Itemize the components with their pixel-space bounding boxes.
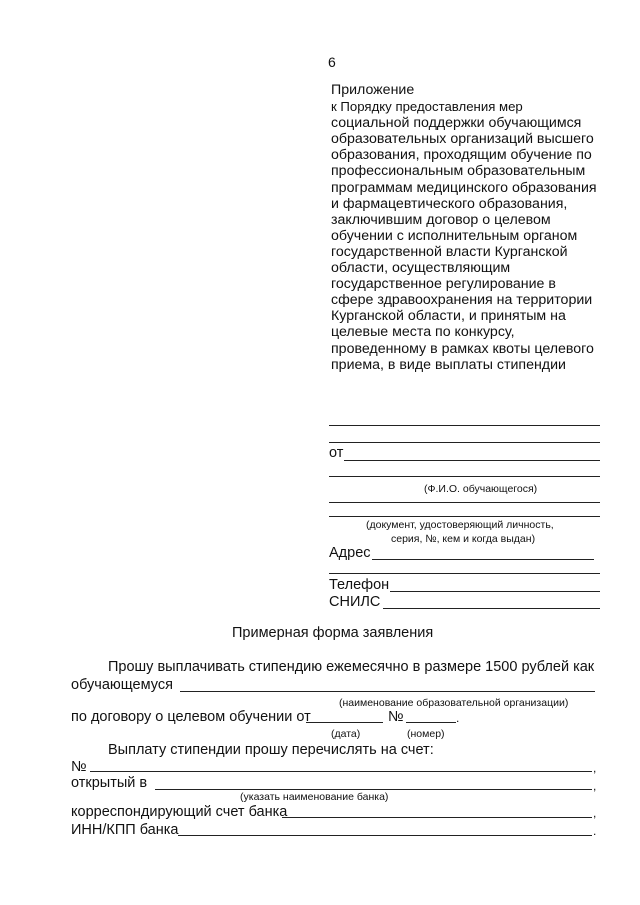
appendix-line: образования, проходящим обучение по: [331, 147, 592, 164]
fio-caption: (Ф.И.О. обучающегося): [424, 483, 538, 495]
address-field[interactable]: [372, 559, 594, 560]
signature-line: [329, 425, 600, 426]
contract-number-label: №: [388, 709, 404, 725]
appendix-line: социальной поддержки обучающимся: [331, 115, 582, 132]
appendix-line: обучении с исполнительным органом: [331, 227, 578, 244]
inn-kpp-field[interactable]: [178, 835, 592, 836]
account-label: №: [71, 759, 87, 775]
comma: ,: [593, 806, 597, 820]
phone-label: Телефон: [329, 577, 390, 593]
organization-field[interactable]: [180, 691, 595, 692]
statement-paragraph: [71, 657, 603, 677]
student-label: обучающемуся: [71, 677, 173, 693]
document-line[interactable]: [329, 502, 600, 503]
appendix-line: образовательных организаций высшего: [331, 131, 594, 148]
document-line[interactable]: [329, 516, 600, 517]
appendix-line: Курганской области, и принятым на: [331, 308, 566, 325]
contract-label: по договору о целевом обучении от: [71, 709, 311, 725]
appendix-line: проведенному в рамках квоты целевого: [331, 340, 594, 357]
contract-date-field[interactable]: [306, 722, 383, 723]
appendix-line: области, осуществляющим: [331, 260, 511, 277]
comma: ,: [593, 761, 597, 775]
period: .: [593, 824, 597, 838]
transfer-line: Выплату стипендии прошу перечислять на счет:: [108, 742, 434, 758]
address-label: Адрес: [329, 545, 371, 561]
document-caption: (документ, удостоверяющий личность,: [366, 519, 554, 531]
signature-line: [329, 442, 600, 443]
corr-account-label: корреспондирующий счет банка: [71, 804, 288, 820]
from-label: от: [329, 445, 344, 461]
account-field[interactable]: [90, 771, 592, 772]
appendix-line: и фармацевтического образования,: [331, 195, 568, 212]
organization-caption: (наименование образовательной организации): [339, 697, 569, 709]
fio-line[interactable]: [329, 476, 600, 477]
number-caption: (номер): [407, 728, 445, 740]
document-caption: серия, №, кем и когда выдан): [391, 533, 536, 545]
appendix-line: приема, в виде выплаты стипендии: [331, 356, 566, 373]
appendix-block: [331, 82, 621, 373]
appendix-line: целевые места по конкурсу,: [331, 324, 515, 341]
snils-label: СНИЛС: [329, 594, 381, 610]
appendix-text: [331, 99, 621, 373]
opened-label: открытый в: [71, 775, 148, 791]
address-line[interactable]: [329, 573, 600, 574]
bank-field[interactable]: [155, 789, 592, 790]
appendix-line: программам медицинского образования: [331, 179, 597, 196]
statement-text: Прошу выплачивать стипендию ежемесячно в размере 1500 рублей как: [108, 659, 595, 675]
snils-field[interactable]: [383, 608, 600, 609]
appendix-line: профессиональным образовательным: [331, 163, 586, 180]
period: .: [456, 711, 460, 725]
appendix-heading: Приложение: [331, 82, 415, 98]
appendix-line: сфере здравоохранения на территории: [331, 292, 593, 309]
page-number: 6: [328, 54, 336, 70]
inn-kpp-label: ИНН/КПП банка: [71, 822, 179, 838]
appendix-line: государственной власти Курганской: [331, 243, 568, 260]
contract-number-field[interactable]: [406, 722, 456, 723]
bank-caption: (указать наименование банка): [240, 791, 389, 803]
phone-field[interactable]: [390, 591, 600, 592]
appendix-line: к Порядку предоставления мер: [331, 99, 523, 115]
corr-account-field[interactable]: [282, 817, 592, 818]
date-caption: (дата): [331, 728, 361, 740]
comma: ,: [593, 779, 597, 793]
appendix-line: государственное регулирование в: [331, 276, 556, 293]
form-title: Примерная форма заявления: [232, 625, 434, 641]
appendix-line: заключившим договор о целевом: [331, 211, 551, 228]
from-field[interactable]: [344, 460, 600, 461]
